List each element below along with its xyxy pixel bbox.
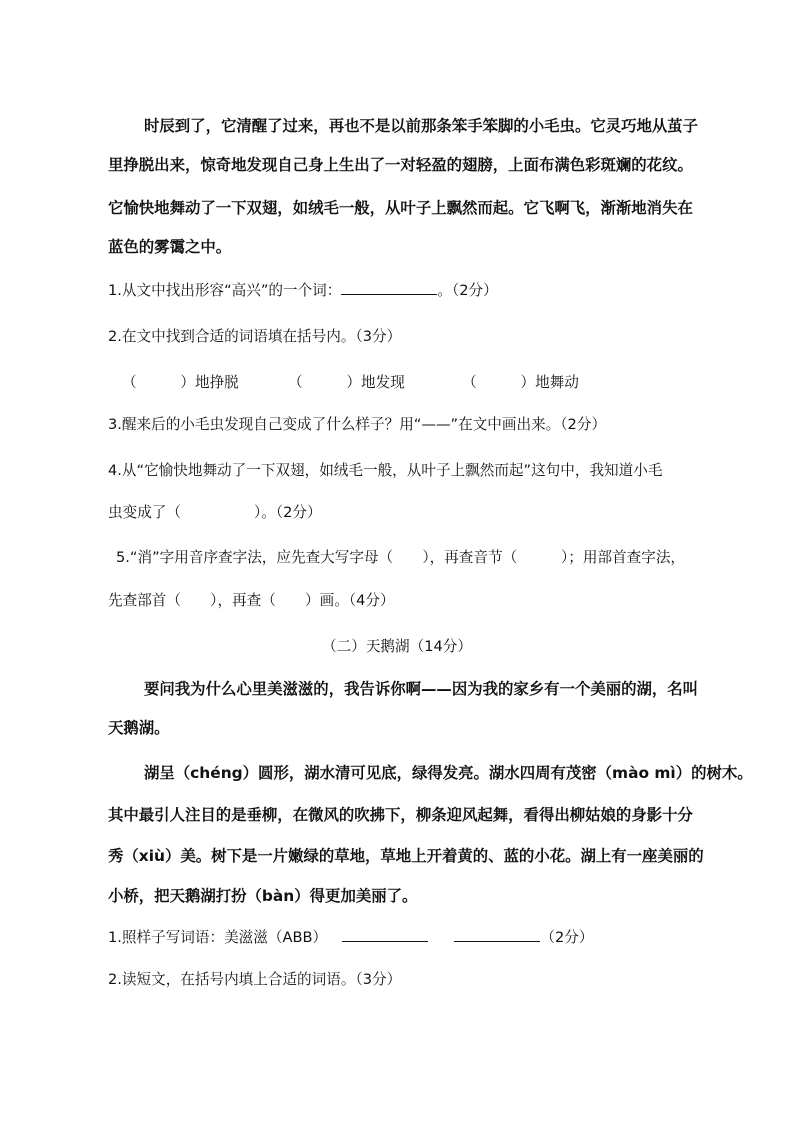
blank-3[interactable]: （ ）地舞动 <box>462 374 579 391</box>
section-2-title: （二）天鹅湖（14分） <box>322 638 472 655</box>
section-2-question-2: 2.读短文，在括号内填上合适的词语。（3分） <box>108 971 402 988</box>
question-1 <box>108 280 734 301</box>
answer-blank[interactable] <box>341 280 437 295</box>
question-1-text: 1.从文中找出形容“高兴”的一个词： <box>108 282 342 299</box>
question-5-line-2: 先查部首（ ），再查（ ）画。（4分） <box>108 592 395 609</box>
passage2-p2-line-4: 小桥，把天鹅湖打扮（bàn）得更加美丽了。 <box>108 887 418 905</box>
passage2-p2-line-3: 秀（xiù）美。树下是一片嫩绿的草地，草地上开着黄的、蓝的小花。湖上有一座美丽的 <box>108 847 704 865</box>
blank-1[interactable]: （ ）地挣脱 <box>122 374 239 391</box>
passage2-p1-line-1: 要问我为什么心里美滋滋的，我告诉你啊——因为我的家乡有一个美丽的湖，名叫 <box>144 680 699 698</box>
answer-blank-2[interactable] <box>454 927 540 942</box>
question-4-line-1: 4.从“它愉快地舞动了一下双翅，如绒毛一般，从叶子上飘然而起”这句中，我知道小毛 <box>108 462 663 479</box>
passage1-line-2: 里挣脱出来，惊奇地发现自己身上生出了一对轻盈的翅膀，上面布满色彩斑斓的花纹。 <box>108 156 693 174</box>
blank-2[interactable]: （ ）地发现 <box>288 374 405 391</box>
passage2-p2-line-1: 湖呈（chéng）圆形，湖水清可见底，绿得发亮。湖水四周有茂密（mào mì）的树木。 <box>144 764 753 782</box>
passage1-line-4: 蓝色的雾霭之中。 <box>108 238 232 256</box>
question-1-score: 。（2分） <box>437 282 498 299</box>
question-2-blanks <box>122 373 734 393</box>
answer-blank-1[interactable] <box>342 927 428 942</box>
question-5-line-1: 5.“消”字用音序查字法，应先查大写字母（ ），再查音节（ ）；用部首查字法， <box>116 549 686 566</box>
section-2-question-1-score: （2分） <box>540 929 594 946</box>
question-2: 2.在文中找到合适的词语填在括号内。（3分） <box>108 328 402 345</box>
question-4-line-2: 虫变成了（ ）。（2分） <box>108 504 322 521</box>
section-2-question-1 <box>108 927 734 948</box>
passage1-line-3: 它愉快地舞动了一下双翅，如绒毛一般，从叶子上飘然而起。它飞啊飞，渐渐地消失在 <box>108 199 693 217</box>
section-2-question-1-text: 1.照样子写词语：美滋滋（ABB） <box>108 929 328 946</box>
passage2-p1-line-2: 天鹅湖。 <box>108 719 170 737</box>
passage1-line-1: 时辰到了，它清醒了过来，再也不是以前那条笨手笨脚的小毛虫。它灵巧地从茧子 <box>144 117 699 135</box>
passage2-p2-line-2: 其中最引人注目的是垂柳，在微风的吹拂下，柳条迎风起舞，看得出柳姑娘的身影十分 <box>108 806 693 824</box>
question-3: 3.醒来后的小毛虫发现自己变成了什么样子？用“——”在文中画出来。（2分） <box>108 416 607 433</box>
